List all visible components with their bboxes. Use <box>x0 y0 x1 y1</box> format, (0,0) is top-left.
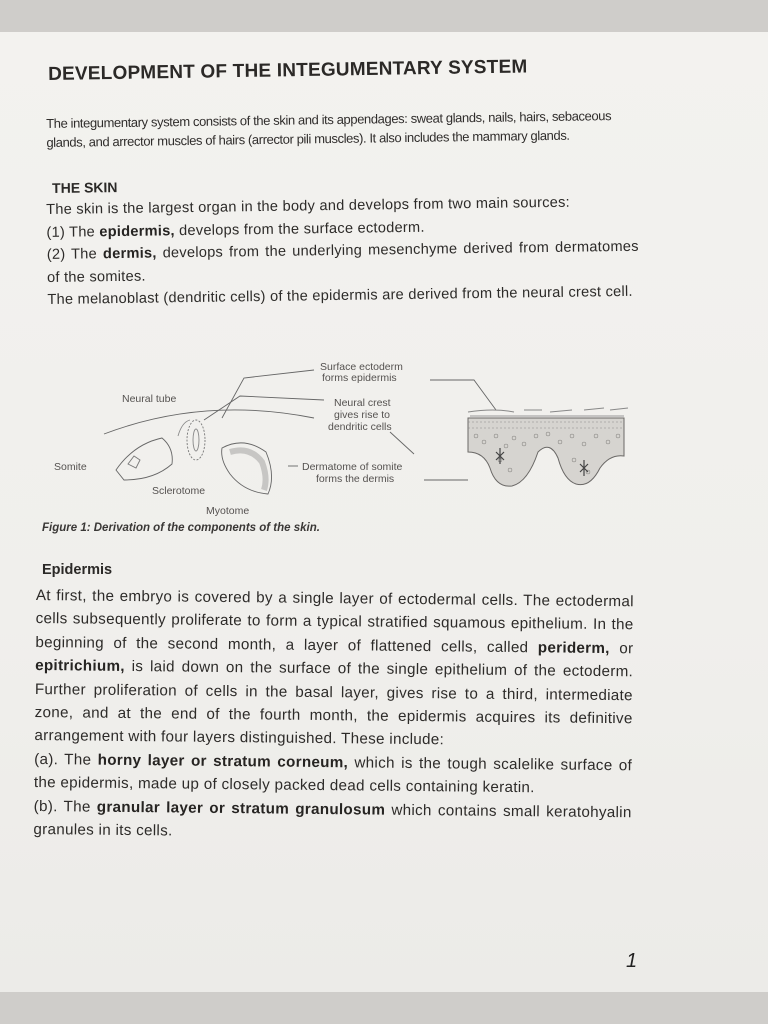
label-dermatome-2: forms the dermis <box>316 473 395 485</box>
epidermis-text-a: At first, the embryo is covered by a single layer of ectodermal cells. The ectodermal cells subsequently proliferate to form a typical stratified squamous epithelium. In the beginning of the second month, a layer of flattened cells, called <box>35 586 634 657</box>
skin-item-1-prefix: (1) The <box>46 223 100 241</box>
label-neural-crest-2: gives rise to <box>334 409 391 421</box>
epidermis-paragraph-1 <box>34 584 634 754</box>
label-somite: Somite <box>54 461 87 473</box>
term-stratum-corneum: horny layer or stratum corneum, <box>97 751 349 772</box>
leader-neural-crest-right <box>390 432 414 454</box>
somite-shape <box>116 438 172 480</box>
label-myotome: Myotome <box>206 505 250 517</box>
skin-item-2-text: develops from the underlying mesenchyme derived from dermatomes of the somites. <box>46 238 639 286</box>
figure-caption: Figure 1: Derivation of the components of the skin. <box>42 522 320 534</box>
epidermis-section-body <box>33 584 634 848</box>
epidermis-text-b: or <box>609 639 634 658</box>
term-periderm: periderm, <box>537 639 610 657</box>
item-b-text: which contains small keratohyalin granules in its cells. <box>33 801 632 840</box>
term-stratum-granulosum: granular layer or stratum granulosum <box>96 798 386 819</box>
label-neural-crest-1: Neural crest <box>334 397 391 409</box>
skin-paragraph-2: The melanoblast (dendritic cells) of the epidermis are derived from the neural crest cell. <box>47 284 633 309</box>
label-surface-ectoderm-2: forms epidermis <box>322 372 397 384</box>
skin-item-2-prefix: (2) The <box>46 246 104 264</box>
label-sclerotome: Sclerotome <box>152 485 206 497</box>
epidermis-item-a <box>34 748 632 801</box>
background-top <box>0 0 768 32</box>
section-heading-skin: THE SKIN <box>52 179 118 196</box>
page-number: 1 <box>626 950 638 972</box>
epidermis-text-c: is laid down on the surface of the single epithelium of the ectoderm. Further proliferation of cells in the basal layer, gives rise to a third, intermediate zone, and at the end of the fourth month, the epidermis acquires its definitive arrangement with four layers distinguished. These include: <box>34 658 634 749</box>
label-neural-crest-3: dendritic cells <box>328 421 392 433</box>
ectoderm-line <box>104 410 314 434</box>
label-dermatome-1: Dermatome of somite <box>302 461 403 473</box>
epidermis-item-b <box>33 795 631 848</box>
neural-tube-shape <box>187 420 205 460</box>
item-a-text: which is the tough scalelike surface of the epidermis, made up of closely packed dead cells containing keratin. <box>33 754 633 797</box>
skin-item-2-term: dermis, <box>102 245 157 263</box>
skin-item-1-term: epidermis, <box>99 222 175 240</box>
term-epitrichium: epitrichium, <box>35 657 125 676</box>
label-neural-tube: Neural tube <box>122 393 177 405</box>
background-bottom <box>0 992 768 1024</box>
skin-paragraph-1: The skin is the largest organ in the body and develops from two main sources: <box>46 194 571 218</box>
leader-surface-ectoderm <box>222 370 314 418</box>
skin-section-body <box>46 191 640 312</box>
intro-paragraph: The integumentary system consists of the skin and its appendages: sweat glands, nails, hairs, sebaceous glands, and arrector muscles of hairs (arrector pili muscles). It also includes the mammary glands. <box>46 108 612 150</box>
item-a-prefix: (a). The <box>34 750 98 769</box>
figure-skin-derivation <box>44 356 644 524</box>
label-surface-ectoderm-1: Surface ectoderm <box>320 361 403 373</box>
item-b-prefix: (b). The <box>33 797 97 816</box>
section-heading-epidermis: Epidermis <box>42 562 113 578</box>
leader-surface-right <box>430 380 496 410</box>
skin-item-1-text: develops from the surface ectoderm. <box>174 219 425 239</box>
page-title: DEVELOPMENT OF THE INTEGUMENTARY SYSTEM <box>48 56 528 85</box>
